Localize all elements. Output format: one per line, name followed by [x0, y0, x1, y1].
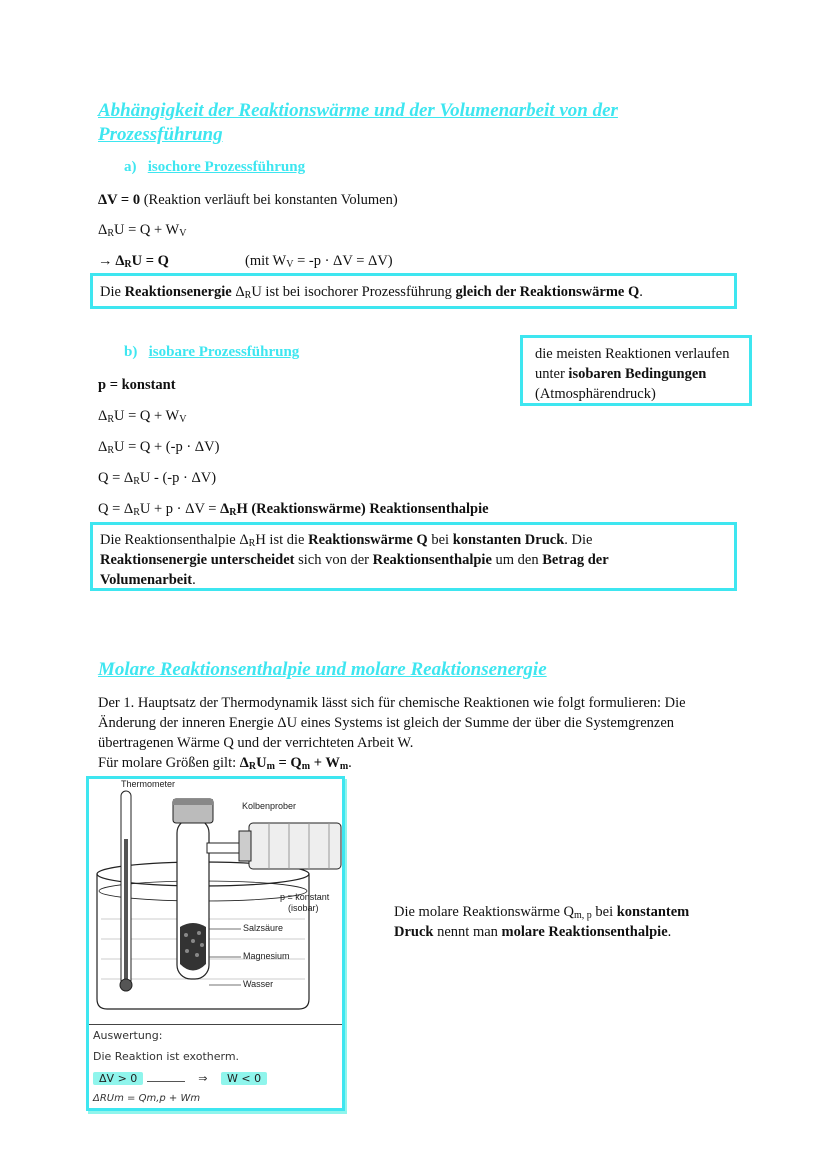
isochor-line-1: ΔV = 0 (Reaktion verläuft bei konstanten Volumen) — [98, 192, 398, 208]
label-thermometer: Thermometer — [121, 779, 176, 789]
experiment-figure — [86, 776, 345, 1111]
label-kolbenprober: Kolbenprober — [242, 801, 297, 811]
isochor-summary-box — [90, 273, 737, 309]
molar-enthalpy-note: Die molare Reaktionswärme $Q_{m, p}$ bei konstantem Druck nennt man molare Reaktionsenthalpie. — [394, 904, 690, 940]
exotherm-text: Die Reaktion ist exotherm. — [93, 1050, 240, 1063]
section2-paragraph: Der 1. Hauptsatz der Thermodynamik lässt sich für chemische Reaktionen wie folgt formulieren: Die Änderung der inneren Energie ΔU eines Systems ist gleich der Summe der über die Systemgrenzen übertragenen Wärme Q und der verrichteten Arbeit W. Für molare Größen gilt: $\Delta_RU_m = Q_m + W_m$. — [98, 695, 686, 772]
isobar-line-4: $Q = \Delta_RU - (-p \cdot \Delta V)$ — [98, 470, 217, 487]
isochor-line-3: → $\Delta_RU = Q$ — [98, 253, 169, 270]
kolbenprober-syringe — [239, 823, 341, 869]
isobar-line-1: p = konstant — [98, 377, 176, 393]
reaction-tube — [173, 799, 213, 979]
isobar-heading: b) isobare Prozessführung — [124, 344, 300, 360]
isobar-line-2: $\Delta_RU = Q + W_V$ — [98, 408, 187, 425]
isobar-line-5: $Q = \Delta_RU + p \cdot \Delta V = \Delta_RH$ (Reaktionswärme) Reaktionsenthalpie — [98, 501, 489, 518]
figure-divider — [89, 1024, 342, 1025]
section-title-1 — [98, 99, 618, 147]
section-title-2: Molare Reaktionsenthalpie und molare Reaktionsenergie — [98, 659, 547, 680]
label-p-konstant: p = konstant — [280, 892, 330, 902]
thermometer-tube — [120, 791, 132, 991]
isobar-line-3: $\Delta_RU = Q + (-p \cdot \Delta V)$ — [98, 439, 220, 456]
isochor-summary-text: Die Reaktionsenergie $\Delta_RU$ ist bei isochorer Prozessführung gleich der Reaktionswärme Q. — [100, 284, 643, 301]
isochor-heading: a) isochore Prozessführung — [124, 159, 306, 175]
isobar-summary-box — [90, 522, 737, 591]
auswertung-inequalities: ΔV > 0 ⇒ W < 0 — [93, 1072, 267, 1085]
isochor-line-3-note: (mit $W_V = -p \cdot \Delta V = \Delta V$) — [245, 253, 393, 270]
label-wasser: Wasser — [243, 979, 274, 989]
molar-formula: ΔRUm = Qm,p + Wm — [93, 1093, 201, 1104]
section-title-1-line2: Prozessführung — [98, 124, 223, 145]
isobar-side-note: die meisten Reaktionen verlaufen unter isobaren Bedingungen (Atmosphärendruck) — [520, 335, 752, 406]
section-title-1-line1: Abhängigkeit der Reaktionswärme und der Volumenarbeit von der — [98, 100, 618, 121]
isobar-summary-text: Die Reaktionsenthalpie $\Delta_RH$ ist die Reaktionswärme Q bei konstanten Druck. Die Reaktionsenergie unterscheidet sich von der Reaktionsenthalpie um den Betrag der Volumenarbeit. — [100, 532, 609, 588]
label-salzsaeure: Salzsäure — [243, 923, 284, 933]
isochor-line-2: $\Delta_RU = Q + W_V$ — [98, 222, 187, 239]
label-isobar: (isobar) — [288, 903, 319, 913]
auswertung-label: Auswertung: — [93, 1029, 163, 1042]
label-magnesium: Magnesium — [243, 951, 290, 961]
